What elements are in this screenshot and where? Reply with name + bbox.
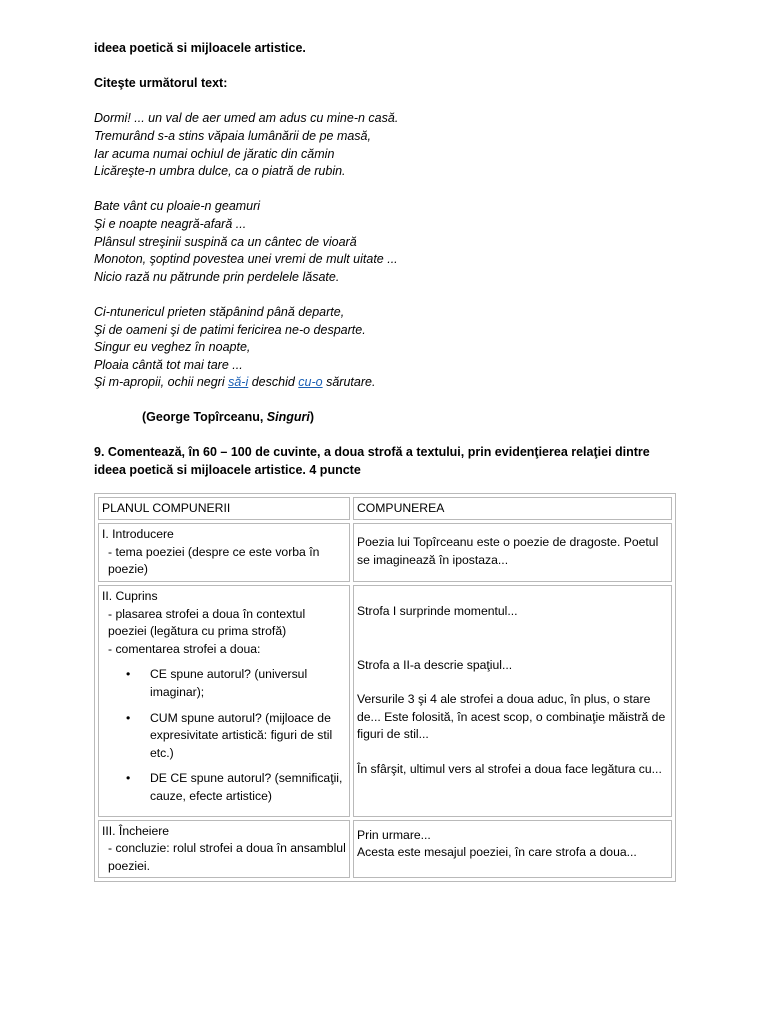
poem-line: Nicio rază nu pătrunde prin perdelele lăsate. — [94, 269, 340, 284]
poem-line: Dormi! ... un val de aer umed am adus cu mine-n casă. — [94, 111, 399, 126]
citation-work: Singuri — [266, 409, 310, 424]
poem-line: Singur eu veghez în noapte, — [94, 340, 251, 355]
citation — [94, 409, 684, 427]
section-detail: - plasarea strofei a doua în contextul poeziei (legătura cu prima strofă) — [108, 606, 306, 639]
instruction: Citeşte următorul text: — [94, 76, 228, 91]
table-row — [98, 523, 672, 582]
bullet-list — [102, 666, 346, 805]
document-page — [94, 40, 684, 882]
link-sa-i[interactable]: să-i — [228, 375, 249, 390]
header-composition: COMPUNEREA — [353, 497, 672, 521]
table-row — [98, 820, 672, 879]
section-detail: - comentarea strofei a doua: — [108, 641, 261, 656]
top-line: ideea poetică si mijloacele artistice. — [94, 41, 306, 55]
list-item: • CUM spune autorul? (mijloace de expresivitate artistică: figuri de stil etc.) — [102, 710, 346, 763]
list-item: • DE CE spune autorul? (semnificaţii, cauze, efecte artistice) — [102, 770, 346, 805]
poem-line: Plânsul streşinii suspină ca un cântec de vioară — [94, 234, 357, 249]
plan-cell — [98, 523, 350, 582]
table-header-row — [98, 497, 672, 521]
composition-cell — [353, 585, 672, 817]
composition-text: Prin urmare... — [357, 827, 431, 842]
header-plan: PLANUL COMPUNERII — [98, 497, 350, 521]
table-row — [98, 585, 672, 817]
composition-cell — [353, 820, 672, 879]
section-title: II. Cuprins — [102, 589, 158, 604]
plan-cell — [98, 820, 350, 879]
list-item: • CE spune autorul? (universul imaginar); — [102, 666, 346, 701]
text-fragment: Şi m-apropii, ochii negri — [94, 375, 229, 390]
poem-line: Monoton, şoptind povestea unei vremi de mult uitate ... — [94, 252, 398, 267]
poem-line: Tremurând s-a stins văpaia lumânării de pe masă, — [94, 128, 371, 143]
section-detail: - tema poeziei (despre ce este vorba în poezie) — [108, 544, 320, 577]
section-title: III. Încheiere — [102, 823, 170, 838]
section-detail: - concluzie: rolul strofei a doua în ansamblul poeziei. — [108, 841, 346, 873]
composition-text: Poezia lui Topîrceanu este o poezie de dragoste. Poetul se imaginează în ipostaza... — [357, 535, 659, 567]
link-cu-o[interactable]: cu-o — [298, 375, 323, 390]
poem — [94, 110, 684, 392]
composition-text: În sfârşit, ultimul vers al strofei a doua face legătura cu... — [357, 762, 662, 776]
poem-line: Bate vânt cu ploaie-n geamuri — [94, 199, 261, 214]
composition-text: Strofa a II-a descrie spaţiul... — [357, 657, 513, 672]
poem-line: Şi e noapte neagră-afară ... — [94, 216, 247, 231]
composition-plan-table — [94, 493, 676, 883]
poem-last-line — [94, 374, 684, 392]
section-title: I. Introducere — [102, 527, 174, 542]
poem-line: Licăreşte-n umbra dulce, ca o piatră de rubin. — [94, 164, 346, 179]
composition-text: Strofa I surprinde momentul... — [357, 604, 518, 619]
poem-line: Iar acuma numai ochiul de jăratic din cămin — [94, 146, 335, 161]
composition-cell — [353, 523, 672, 582]
question-9: 9. Comentează, în 60 – 100 de cuvinte, a doua strofă a textului, prin evidenţierea relaţiei dintre ideea poetică si mijloacele artistice. 4 puncte — [94, 445, 650, 478]
poem-line: Ci-ntunericul prieten stăpânind până departe, — [94, 304, 345, 319]
poem-line: Ploaia cântă tot mai tare ... — [94, 357, 243, 372]
composition-text: Versurile 3 şi 4 ale strofei a doua aduc, în plus, o stare de... Este folosită, în acest scop, o combinaţie măistră de figuri de stil... — [357, 692, 666, 742]
plan-cell — [98, 585, 350, 817]
text-fragment: sărutare. — [322, 375, 376, 390]
citation-author: (George Topîrceanu, — [142, 409, 267, 424]
poem-line: Şi de oameni şi de patimi fericirea ne-o desparte. — [94, 322, 366, 337]
composition-text: Acesta este mesajul poeziei, în care strofa a doua... — [357, 845, 637, 860]
text-fragment: deschid — [248, 375, 299, 390]
citation-close: ) — [309, 409, 315, 424]
